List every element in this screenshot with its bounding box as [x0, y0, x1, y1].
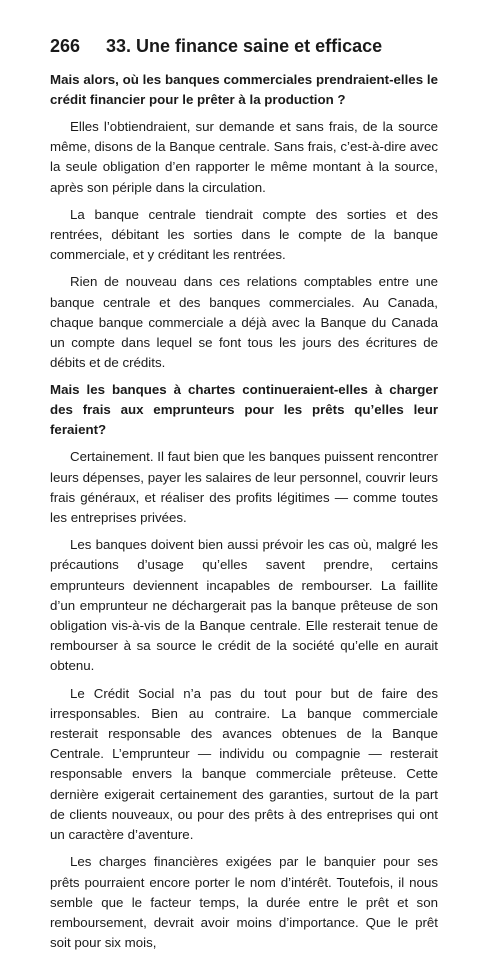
body-paragraph: Elles l’obtiendraient, sur demande et sans frais, de la source même, disons de la Banque centrale. Sans frais, c’est-à-dire avec la seule obligation d’en rapporter le même montant à la source, après son périple dans la circulation. [50, 119, 438, 195]
chapter-title: 33. Une finance saine et efficace [106, 36, 383, 56]
page-number: 266 [50, 36, 81, 56]
running-header [50, 36, 438, 57]
body-paragraph: Certainement. Il faut bien que les banques puissent rencontrer leurs dépenses, payer les salaires de leur personnel, couvrir leurs frais généraux, et réaliser des profits légitimes — comme toutes les entreprises privées. [50, 449, 438, 526]
body-paragraph: Le Crédit Social n’a pas du tout pour but de faire des irresponsables. Bien au contraire. La banque commerciale resterait responsable des avances obtenues de la Banque Centrale. L’emprunteur — individu ou compagnie — resterait responsable envers la banque commerciale prêteuse. Cette dernière exigerait certainement des garanties, surtout de la part de clients nouveaux, ou pour des prêts à des entreprises qui ont un caractère d’aventure. [50, 685, 438, 843]
body-paragraph: La banque centrale tiendrait compte des sorties et des rentrées, débitant les sorties dans le compte de la banque commerciale, et y créditant les rentrées. [50, 206, 438, 263]
body-paragraph: Les charges financières exigées par le banquier pour ses prêts pourraient encore porter le nom d’intérêt. Toutefois, il nous semble que le facteur temps, la durée entre le prêt et son remboursement, devrait avoir moins d’importance. Que le prêt soit pour six mois, [50, 854, 438, 951]
body-paragraph: Les banques doivent bien aussi prévoir les cas où, malgré les précautions d’usage qu’elles savent prendre, certains emprunteurs deviennent incapables de rembourser. La faillite d’un emprunteur ne déchargerait pas la banque prêteuse de son obligation vis-à-vis de la Banque centrale. Elle resterait tenue de rembourser à sa source le crédit de la société qu’elle en aurait obtenu. [50, 537, 438, 674]
question-heading: Mais alors, où les banques commerciales prendraient-elles le crédit financier pour le prêter à la production ? [50, 72, 438, 107]
question-heading: Mais les banques à chartes continueraient-elles à charger des frais aux emprunteurs pour les prêts qu’elles leur feraient? [50, 382, 438, 438]
page-body [50, 70, 438, 953]
body-paragraph: Rien de nouveau dans ces relations comptables entre une banque centrale et des banques commerciales. Au Canada, chaque banque commerciale a déjà avec la Banque du Canada un compte dans lequel se font tous les jours des écritures de débits et de crédits. [50, 274, 438, 371]
